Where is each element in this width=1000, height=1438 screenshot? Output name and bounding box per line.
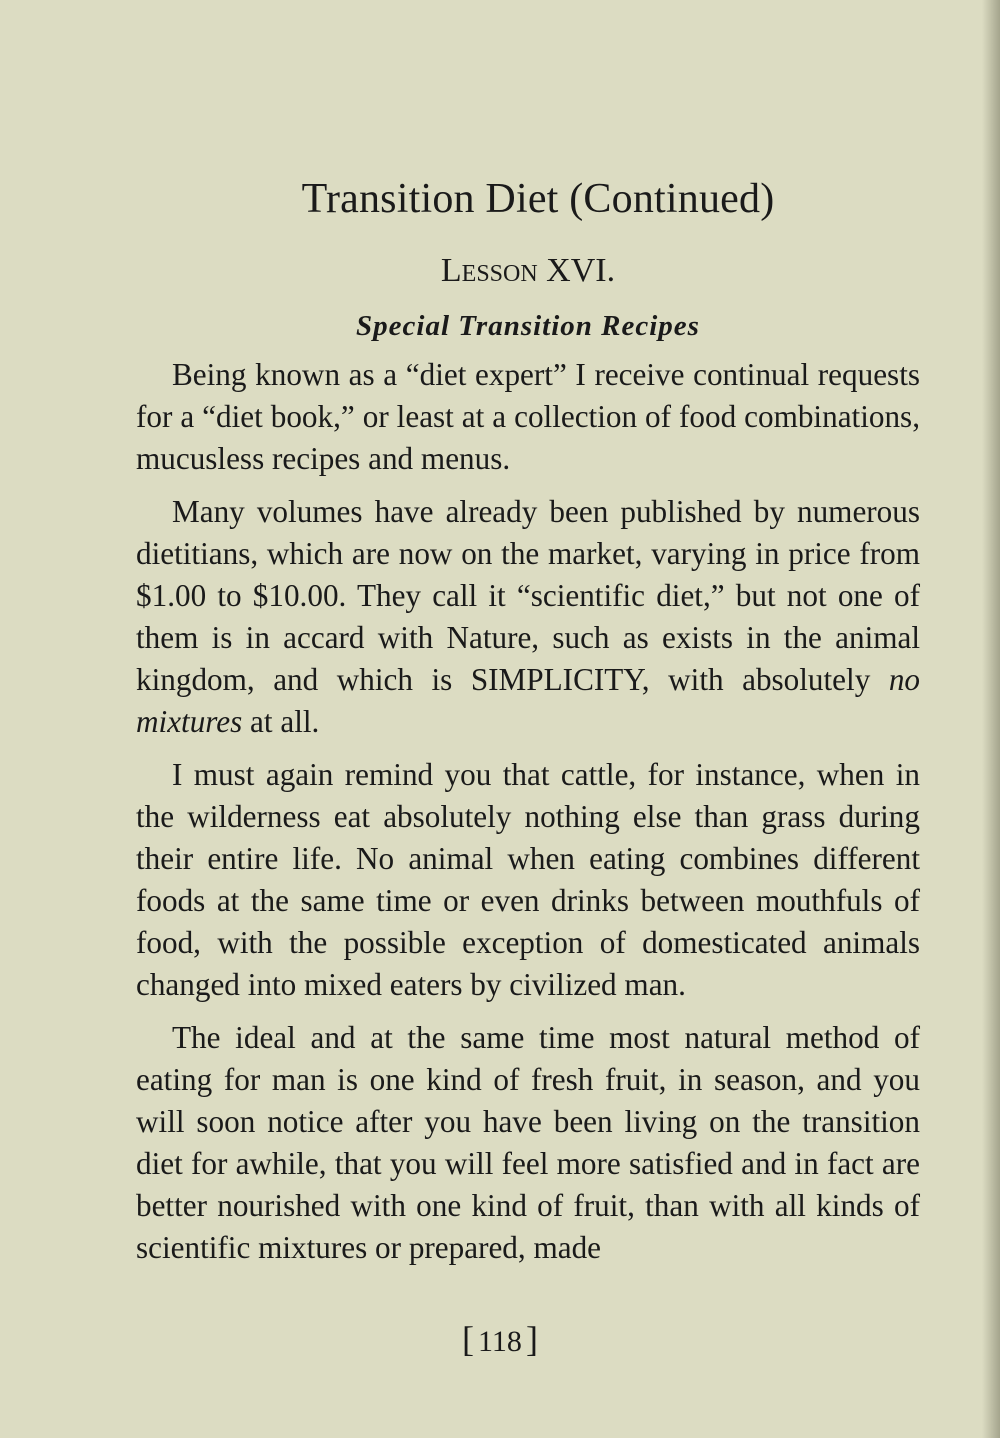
chapter-title: Transition Diet (Continued): [301, 176, 775, 222]
paragraph-2-end: at all.: [250, 704, 320, 739]
paragraph-2-italic: no mixtures: [136, 662, 921, 739]
page-number-open-bracket: [: [462, 1319, 475, 1359]
page-content: [136, 168, 920, 1269]
page-number-close-bracket: ]: [525, 1319, 538, 1359]
section-subtitle: Special Transition Recipes: [356, 310, 700, 342]
lesson-heading: Lesson XVI.: [440, 252, 616, 289]
paragraph-2-text: Many volumes have already been published by numerous dietitians, which are now on the market, varying in price from $1.00 to $10.00. They call it “scientific diet,” but not one of them is in accard with Nature, such as exists in the animal kingdom, and which is SIMPLICITY, with absolutely: [136, 494, 920, 697]
page-number-value: 118: [478, 1325, 522, 1358]
page-edge-shadow: [982, 0, 1000, 1438]
paragraph-2: [136, 491, 920, 743]
paragraph-1: Being known as a “diet expert” I receive continual requests for a “diet book,” or least at a collection of food combinations, mucusless recipes and menus.: [136, 357, 920, 476]
paragraph-3: I must again remind you that cattle, for instance, when in the wilderness eat absolutely nothing else than grass during their entire life. No animal when eating combines different foods at the same time or even drinks between mouthfuls of food, with the possible exception of domesticated animals changed into mixed eaters by civilized man.: [136, 757, 920, 1002]
page-number: [0, 1318, 1000, 1360]
paragraph-4: The ideal and at the same time most natural method of eating for man is one kind of fresh fruit, in season, and you will soon notice after you have been living on the transition diet for awhile, that you will feel more satisfied and in fact are better nourished with one kind of fruit, than with all kinds of scientific mixtures or prepared, made: [136, 1020, 920, 1265]
